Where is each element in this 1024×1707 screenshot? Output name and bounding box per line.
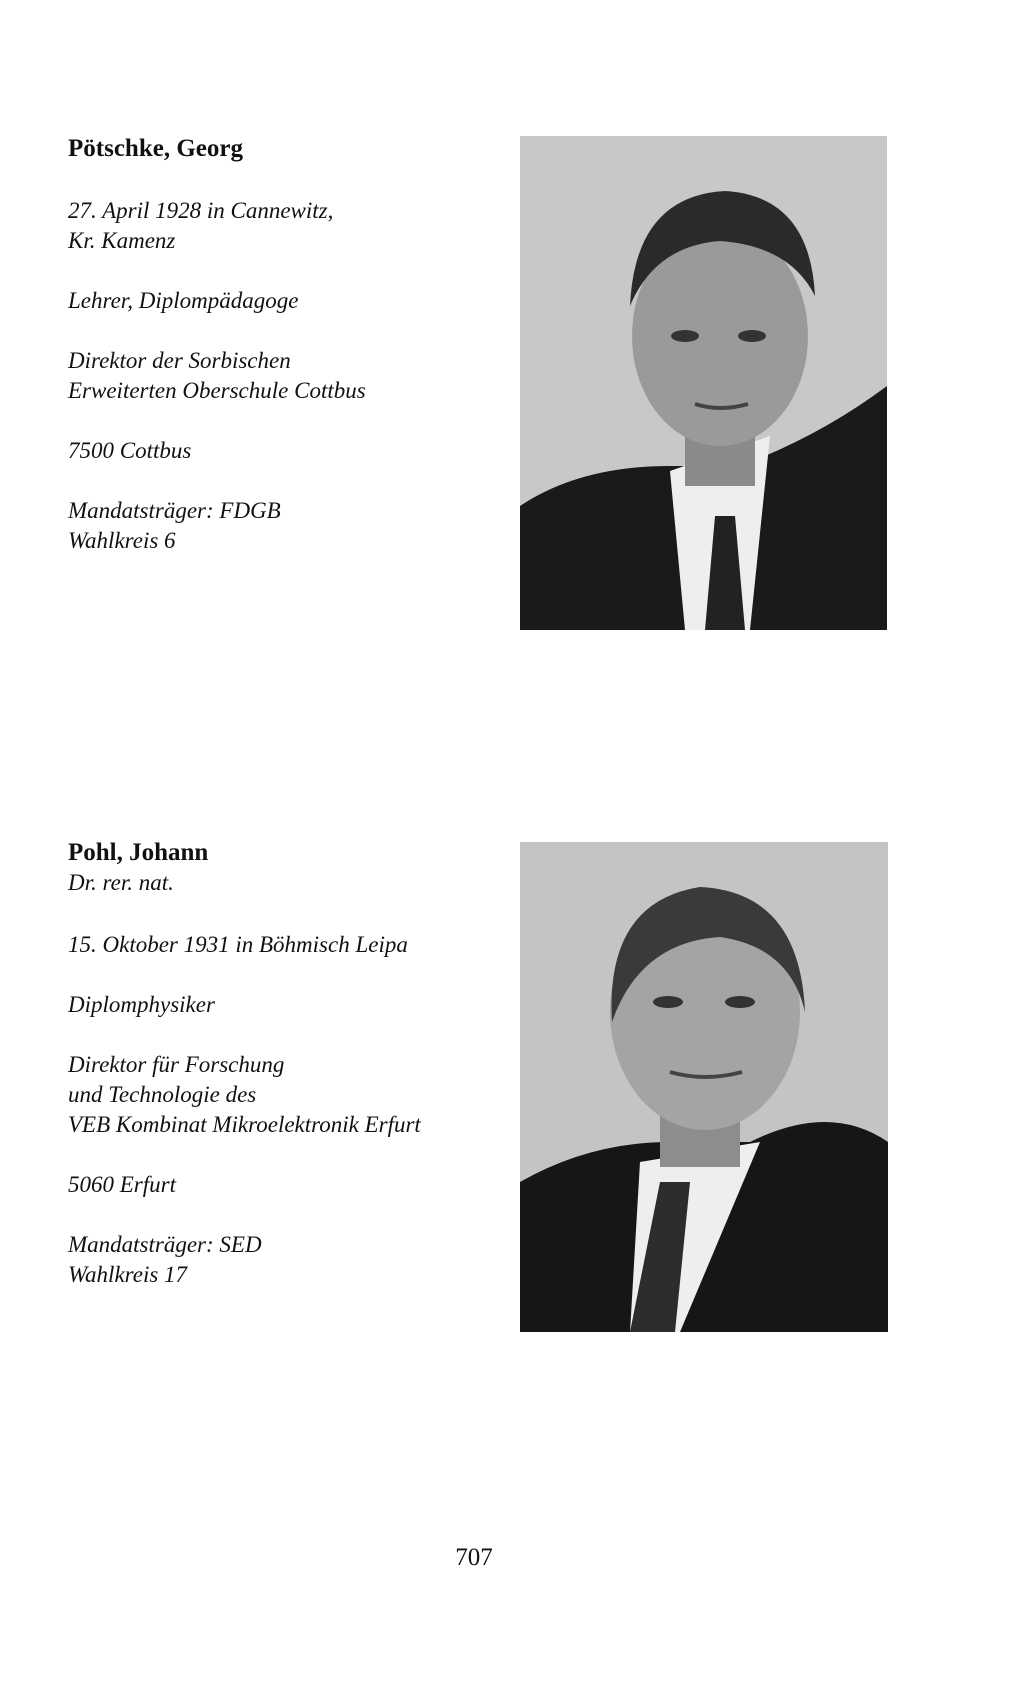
portrait-photo (520, 842, 888, 1332)
birth-line: 15. Oktober 1931 in Böhmisch Leipa (68, 932, 408, 957)
position-line: Direktor der Sorbischen (68, 348, 291, 373)
entry-poetschke (68, 134, 366, 556)
portrait-photo (520, 136, 887, 630)
position-line: Direktor für Forschung (68, 1052, 285, 1077)
academic-title: Dr. rer. nat. (68, 870, 174, 895)
position-line: und Technologie des (68, 1082, 257, 1107)
location: 7500 Cottbus (68, 438, 192, 463)
constituency: Wahlkreis 6 (68, 528, 176, 553)
profession: Lehrer, Diplompädagoge (68, 288, 299, 313)
mandate: Mandatsträger: SED (68, 1232, 262, 1257)
position-line: Erweiterten Oberschule Cottbus (68, 378, 366, 403)
profession: Diplomphysiker (68, 992, 215, 1017)
constituency: Wahlkreis 17 (68, 1262, 188, 1287)
person-name: Pötschke, Georg (68, 135, 243, 162)
mandate: Mandatsträger: FDGB (68, 498, 281, 523)
birth-line: Kr. Kamenz (68, 228, 176, 253)
page-number: 707 (455, 1544, 493, 1571)
person-name: Pohl, Johann (68, 839, 209, 866)
entry-pohl (68, 838, 421, 1290)
location: 5060 Erfurt (68, 1172, 176, 1197)
birth-line: 27. April 1928 in Cannewitz, (68, 198, 334, 223)
position-line: VEB Kombinat Mikroelektronik Erfurt (68, 1112, 421, 1137)
